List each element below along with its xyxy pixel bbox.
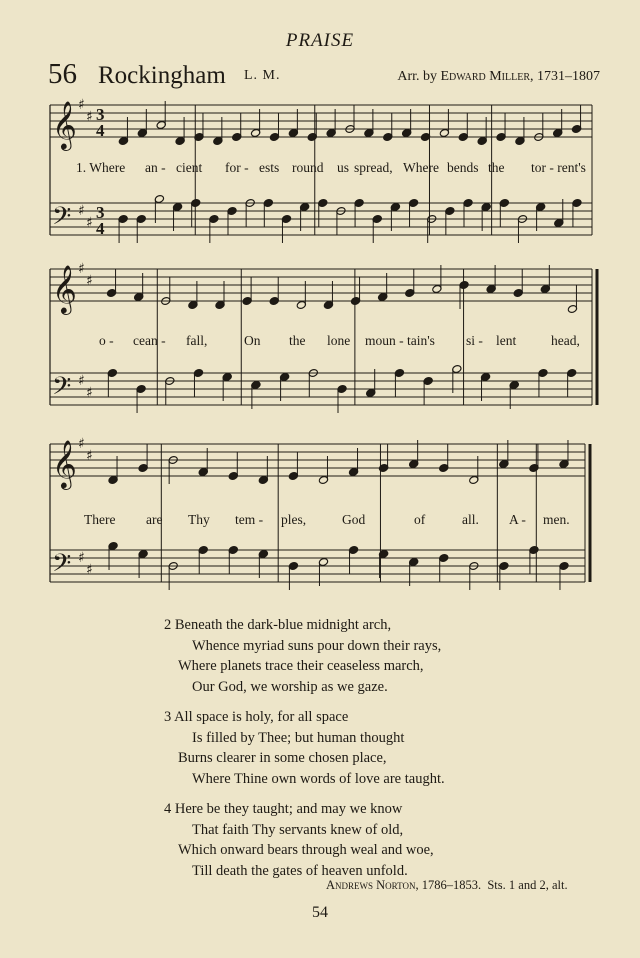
sharp-sign: ♯ [78, 261, 85, 277]
text-attribution: Andrews Norton, 1786–1853. Sts. 1 and 2, alt. [326, 878, 568, 892]
sharp-sign: ♯ [78, 436, 85, 452]
bass-clef: 𝄢 [52, 372, 72, 407]
bass-clef: 𝄢 [52, 549, 72, 584]
lyric-syllable: us [337, 160, 350, 175]
sharp-sign: ♯ [86, 385, 93, 401]
sharp-sign: ♯ [86, 273, 93, 289]
treble-staff [50, 444, 585, 476]
arranger-prefix: Arr. by [397, 69, 437, 84]
stanza-4 [164, 799, 604, 881]
lyric-syllable: tem - [235, 512, 264, 527]
lyric-syllable: for - [225, 160, 249, 175]
stanza-line: Till death the gates of heaven unfold. [192, 862, 408, 879]
stanza-2 [164, 615, 604, 697]
arranger-dates: 1731–1807 [537, 69, 600, 84]
lyric-syllable: Where [403, 160, 439, 175]
lyric-syllable: ples, [281, 512, 307, 527]
lyric-syllable: of [414, 512, 426, 527]
sharp-sign: ♯ [86, 215, 93, 231]
hymn-number: 56 [48, 58, 77, 90]
treble-notes [118, 101, 581, 145]
page-number: 54 [312, 904, 328, 921]
treble-notes [106, 265, 577, 313]
hymn-tune-name: Rockingham [98, 62, 226, 89]
hymn-meter: L. M. [244, 68, 281, 83]
treble-staff [50, 105, 592, 137]
lyric-syllable: ests [259, 160, 280, 175]
lyric-syllable: si - [466, 333, 483, 348]
sharp-sign: ♯ [78, 97, 85, 113]
lyric-syllable: an - [145, 160, 166, 175]
stanza-line: Burns clearer in some chosen place, [178, 750, 387, 766]
lyric-syllable: Thy [188, 512, 210, 527]
lyric-syllable: fall, [186, 333, 208, 348]
stanza-line: Whence myriad suns pour down their rays, [192, 637, 442, 654]
treble-notes [108, 440, 569, 484]
lyric-syllable: lone [327, 333, 351, 348]
stanza-line: Which onward bears through weal and woe, [178, 842, 434, 858]
lyric-syllable: the [289, 333, 306, 348]
lyric-syllable: men. [543, 512, 570, 527]
lyric-syllable: cient [176, 160, 203, 175]
sharp-sign: ♯ [86, 109, 93, 125]
hymn-arranger: Arr. by Edward Miller, 1731–1807 [397, 69, 600, 84]
lyric-syllable: moun - tain's [365, 333, 435, 348]
music-system-2 [40, 255, 605, 420]
lyric-syllable: round [292, 160, 324, 175]
arranger-name: Edward Miller [440, 69, 530, 84]
stanza-line: 4 Here be they taught; and may we know [164, 801, 403, 817]
additional-stanzas [164, 615, 604, 891]
stanza-line: Where Thine own words of love are taught. [192, 770, 445, 787]
author-dates: 1786–1853. [421, 878, 482, 892]
stanza-3 [164, 707, 604, 789]
hymn-header [48, 58, 608, 92]
treble-clef: 𝄞 [52, 264, 77, 313]
lyric-syllable: are [146, 512, 163, 527]
lyric-syllable: cean - [133, 333, 166, 348]
stanza-line: Is filled by Thee; but human thought [192, 729, 405, 746]
lyric-syllable: 1. Where [76, 160, 126, 175]
lyric-syllable: On [244, 333, 261, 348]
stanza-line: 3 All space is holy, for all space [164, 709, 349, 725]
sharp-sign: ♯ [78, 203, 85, 219]
lyric-syllable: tor - rent's [531, 160, 586, 175]
author-name: Andrews Norton [326, 878, 416, 892]
time-signature-bottom: 4 [96, 121, 105, 140]
lyric-syllable: There [84, 512, 116, 527]
lyric-syllable: the [488, 160, 505, 175]
lyric-syllable: spread, [354, 160, 393, 175]
treble-clef: 𝄞 [52, 439, 77, 488]
sharp-sign: ♯ [78, 373, 85, 389]
treble-clef: 𝄞 [52, 100, 77, 149]
lyric-syllable: God [342, 512, 366, 527]
sharp-sign: ♯ [86, 562, 93, 578]
time-signature-bottom: 4 [96, 219, 105, 238]
stanza-line: 2 Beneath the dark-blue midnight arch, [164, 617, 392, 633]
bass-clef: 𝄢 [52, 202, 72, 237]
time-signature-top: 3 [96, 203, 105, 222]
lyric-syllable: head, [551, 333, 580, 348]
sharp-sign: ♯ [86, 448, 93, 464]
stanza-line: That faith Thy servants knew of old, [192, 821, 404, 838]
bass-staff [50, 203, 592, 235]
stanza-line: Our God, we worship as we gaze. [192, 678, 388, 695]
section-title: PRAISE [285, 30, 355, 51]
stanza-line: Where planets trace their ceaseless march, [178, 658, 424, 674]
lyric-syllable: o - [99, 333, 114, 348]
treble-staff [50, 269, 592, 301]
alteration-note: Sts. 1 and 2, alt. [487, 878, 568, 892]
lyric-syllable: bends [447, 160, 479, 175]
sharp-sign: ♯ [78, 550, 85, 566]
time-signature-top: 3 [96, 105, 105, 124]
lyric-syllable: lent [496, 333, 517, 348]
lyric-syllable: all. [462, 512, 479, 527]
lyric-syllable: A - [509, 512, 526, 527]
